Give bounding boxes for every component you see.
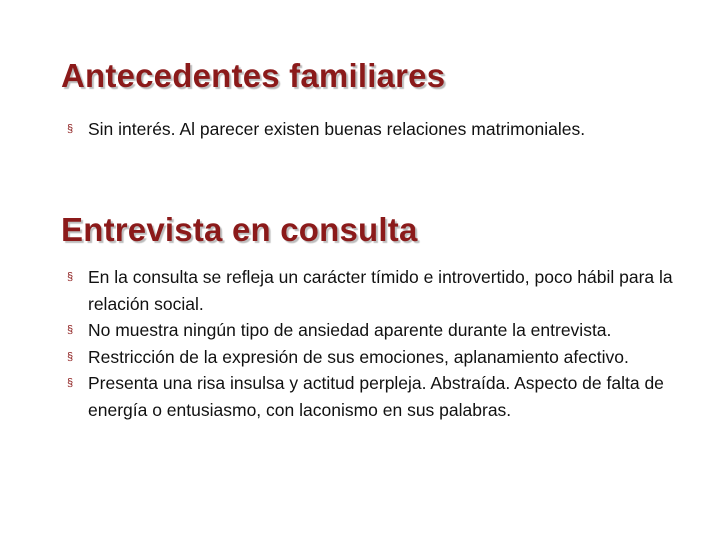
bullet-item bbox=[66, 370, 686, 423]
bullet-text: Restricción de la expresión de sus emociones, aplanamiento afectivo. bbox=[88, 346, 629, 367]
section-title-entrevista: Entrevista en consulta bbox=[61, 211, 418, 248]
bullet-item bbox=[66, 344, 686, 371]
bullet-square-icon: § bbox=[67, 350, 74, 363]
bullet-square-icon: § bbox=[67, 123, 74, 135]
bullet-item bbox=[66, 264, 686, 317]
bullet-text: Presenta una risa insulsa y actitud perpleja. Abstraída. Aspecto de falta de energía o entusiasmo, con laconismo en sus palabras. bbox=[88, 373, 664, 420]
bullet-list-antecedentes bbox=[66, 116, 686, 143]
bullet-text: Sin interés. Al parecer existen buenas relaciones matrimoniales. bbox=[88, 119, 586, 139]
section-title-antecedentes: Antecedentes familiares bbox=[61, 57, 446, 94]
bullet-list-entrevista bbox=[66, 264, 686, 423]
bullet-item bbox=[66, 317, 686, 344]
bullet-text: No muestra ningún tipo de ansiedad aparente durante la entrevista. bbox=[88, 320, 612, 340]
bullet-item bbox=[66, 116, 686, 143]
bullet-square-icon: § bbox=[67, 377, 74, 389]
bullet-square-icon: § bbox=[67, 271, 74, 283]
bullet-square-icon: § bbox=[67, 324, 74, 336]
bullet-text: En la consulta se refleja un carácter tímido e introvertido, poco hábil para la relación social. bbox=[88, 267, 673, 314]
